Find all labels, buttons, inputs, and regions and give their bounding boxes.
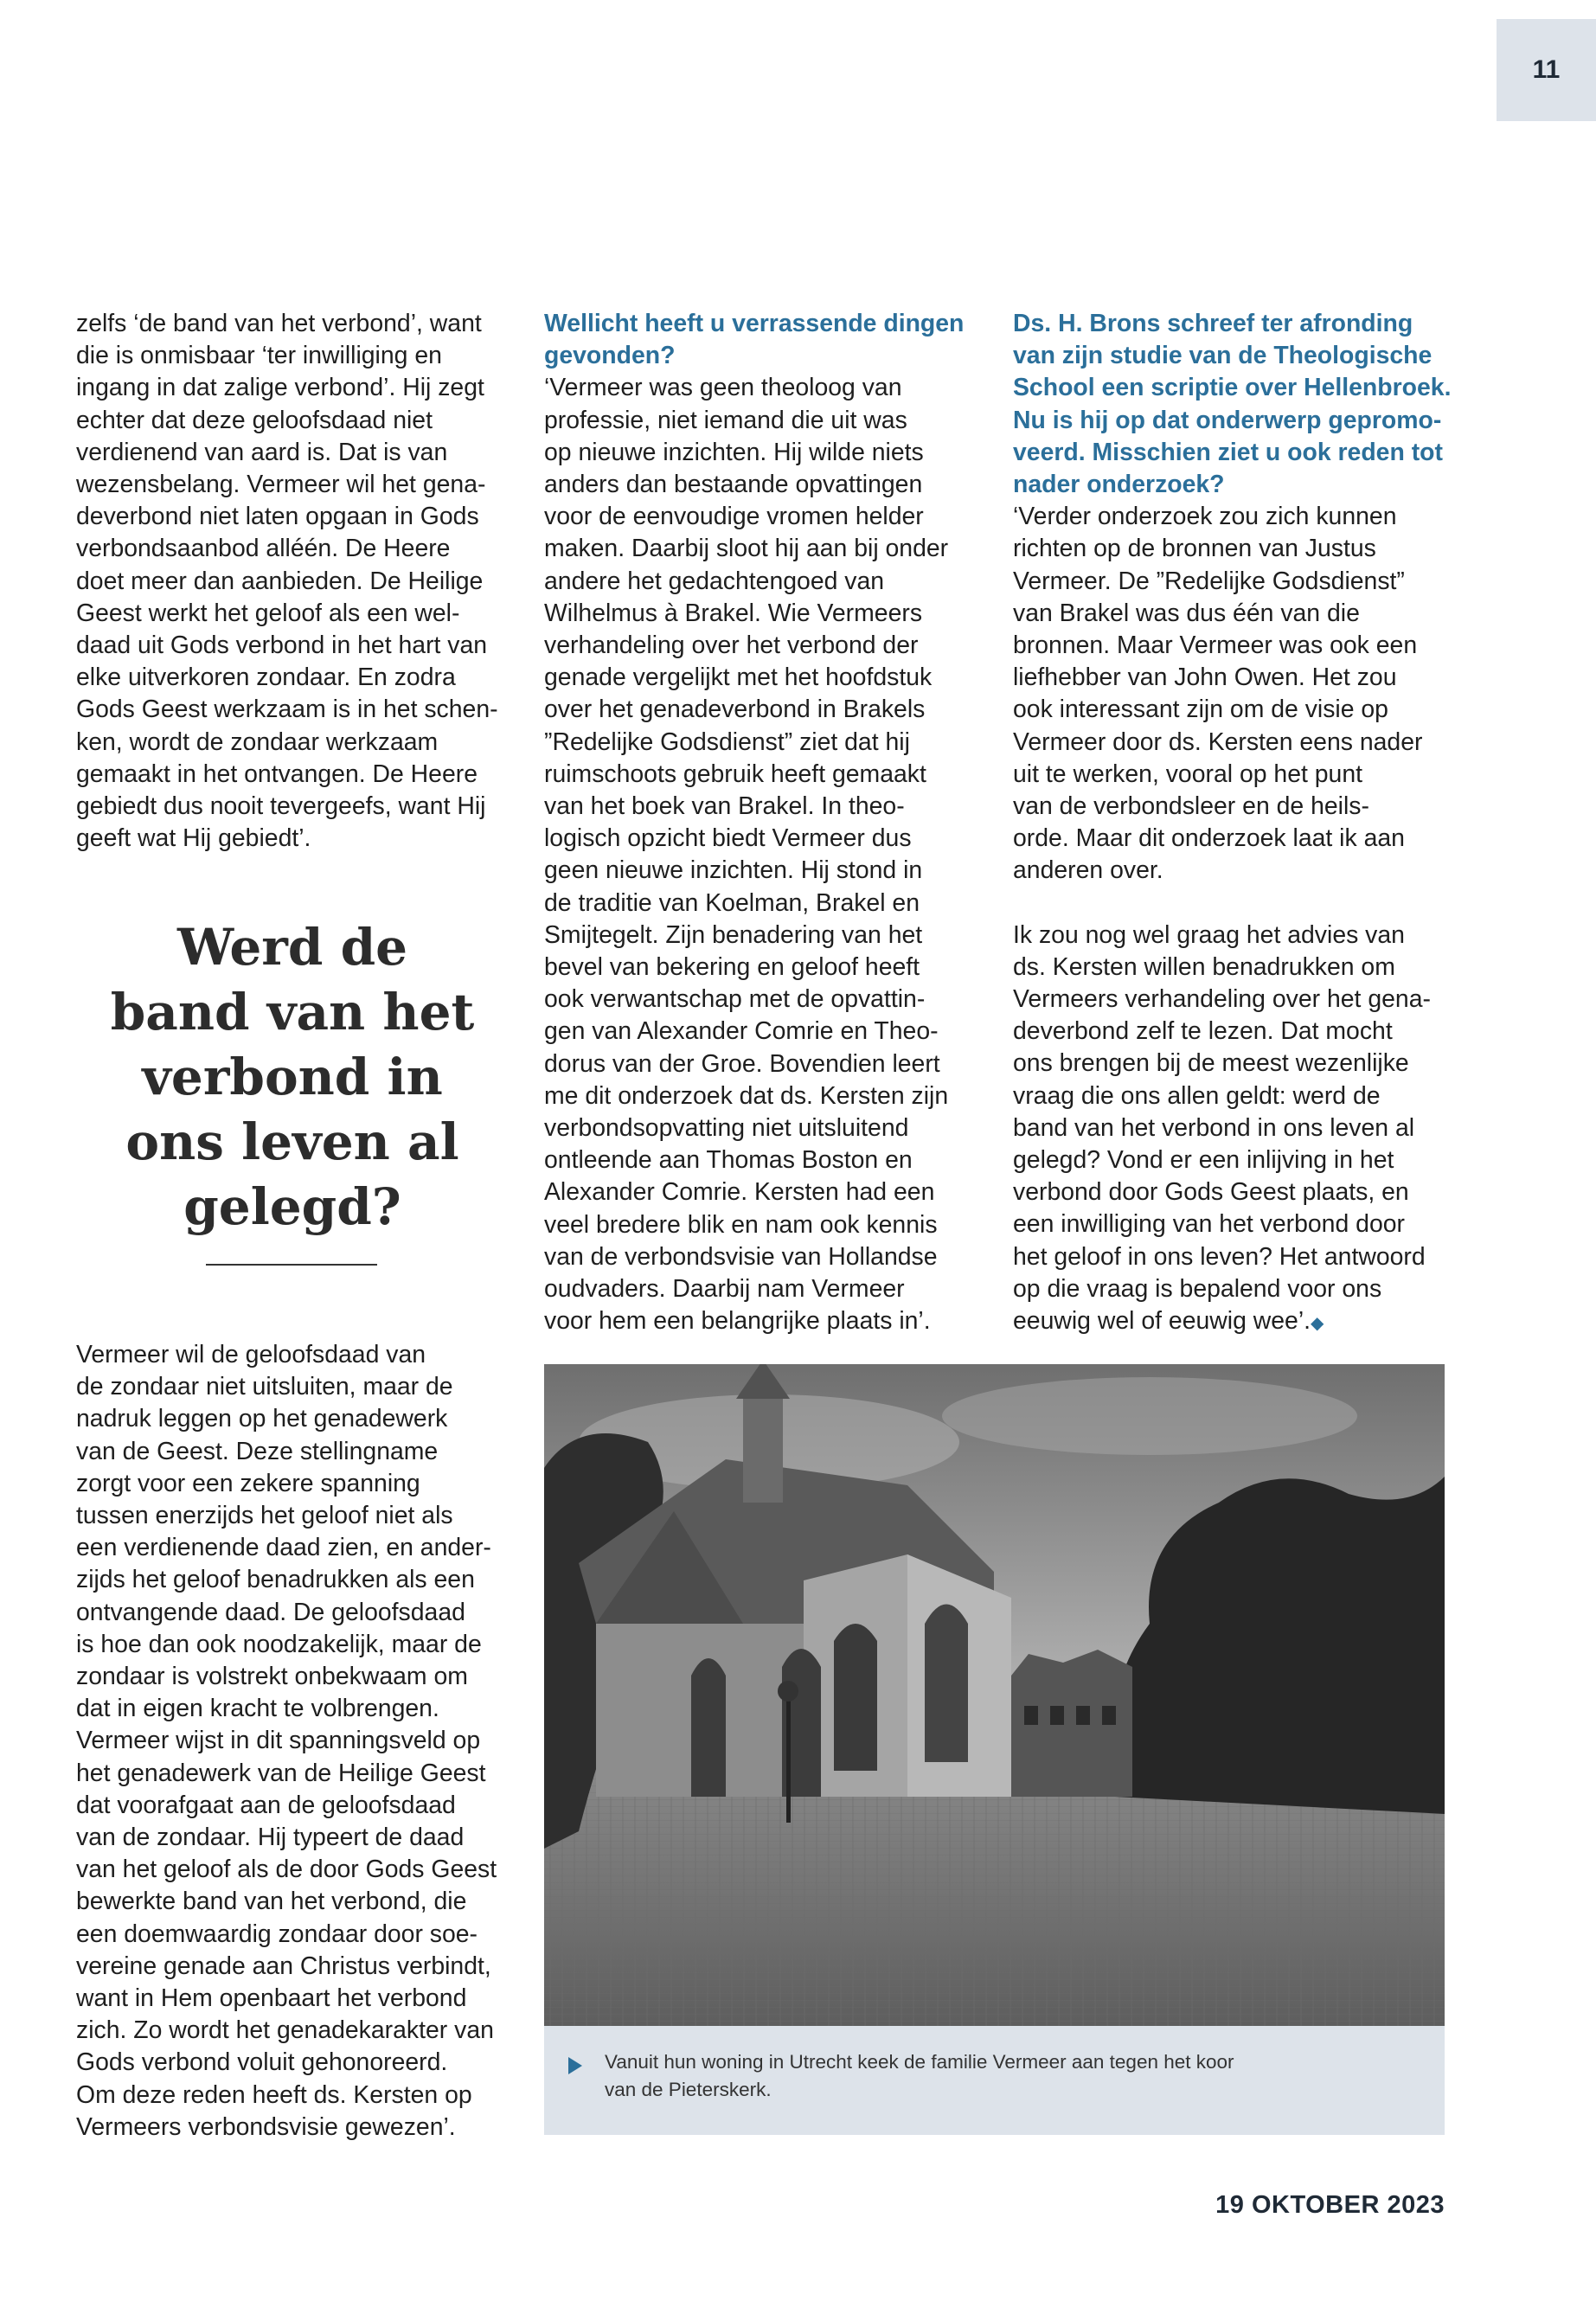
issue-date: 19 OKTOBER 2023: [1215, 2191, 1445, 2219]
interview-answer: ‘Vermeer was geen theoloog van professie, niet iemand die uit was op nieuwe inzichten. Hij wilde niets anders dan bestaande opvattingen voor de eenvoudige vromen helder maken. Daarbij sloot hij aan bij onder andere het gedachtengoed van Wilhelmus à Brakel. Wie Vermeers verhandeling over het verbond der genade vergelijkt met het hoofdstuk over het genadeverbond in Brakels ”Redelijke Godsdienst” ziet dat hij ruimschoots gebruik heeft gemaakt van het boek van Brakel. In theo- logisch opzicht biedt Vermeer dus geen nieuwe inzichten. Hij stond in de traditie van Koelman, Brakel en Smijtegelt. Zijn benadering van het bevel van bekering en geloof heeft ook verwantschap met de opvattin- gen van Alexander Comrie en Theo- dorus van der Groe. Bovendien leert me dit onderzoek dat ds. Kersten zijn verbondsopvatting niet uitsluitend ontleende aan Thomas Boston en Alexander Comrie. Kersten had een veel bredere blik en nam ook kennis van de verbondsvisie van Hollandse oudvaders. Daarbij nam Vermeer voor hem een belangrijke plaats in’.: [544, 374, 949, 1336]
street-lamp: [786, 1693, 791, 1823]
photo-caption: [544, 2026, 1445, 2135]
tower: [743, 1399, 783, 1503]
gothic-window: [925, 1605, 968, 1763]
column-1-bottom: [76, 1339, 530, 2144]
caption-arrow-icon: [568, 2057, 582, 2074]
column-3: [1013, 308, 1471, 1340]
interview-question: Ds. H. Brons schreef ter afronding van zijn studie van de Theologische School een scriptie over Hellenbroek. Nu is hij op dat onderwerp gepromo- veerd. Misschien ziet u ook reden tot nader onderzoek?: [1013, 310, 1452, 499]
gothic-window: [691, 1658, 726, 1797]
gothic-window: [834, 1624, 877, 1771]
column-1-top: [76, 308, 530, 855]
pull-quote-divider: [206, 1264, 377, 1266]
interview-answer: ‘Verder onderzoek zou zich kunnen richten op de bronnen van Justus Vermeer. De ”Redelijke Godsdienst” van Brakel was dus één van die bronnen. Maar Vermeer was ook een liefhebber van John Owen. Het zou ook interessant zijn om de visie op Vermeer door ds. Kersten eens nader uit te werken, vooral op het punt van de verbondsleer en de heils- orde. Maar dit onderzoek laat ik aan anderen over.: [1013, 503, 1423, 885]
interview-answer-closing: Ik zou nog wel graag het advies van ds. Kersten willen benadrukken om Vermeers verhandeling over het gena- deverbond zelf te lezen. Dat mocht ons brengen bij de meest wezenlijke vraag die ons allen geldt: werd de band van het verbond in ons leven al gelegd? Vond er een inlijving in het verbond door Gods Geest plaats, en een inwilliging van het verbond door het geloof in ons leven? Het antwoord op die vraag is bepalend voor ons eeuwig wel of eeuwig wee’.◆: [1013, 920, 1431, 1336]
interview-question: Wellicht heeft u verrassende dingen gevonden?: [544, 310, 965, 370]
column-2: [544, 308, 998, 1338]
page-number-tab: [1497, 19, 1596, 121]
body-paragraph: zelfs ‘de band van het verbond’, want die is onmisbaar ‘ter inwilliging en ingang in dat zalige verbond’. Hij zegt echter dat deze geloofsdaad niet verdienend van aard is. Dat is van wezensbelang. Vermeer wil het gena- deverbond niet laten opgaan in Gods verbondsaanbod alléén. De Heere doet meer dan aanbieden. De Heilige Geest werkt het geloof als een wel- daad uit Gods verbond in het hart van elke uitverkoren zondaar. En zodra Gods Geest werkzaam is in het schen- ken, wordt de zondaar werkzaam gemaakt in het ontvangen. De Heere gebiedt dus nooit tevergeefs, want Hij geeft wat Hij gebiedt’.: [76, 310, 498, 853]
pull-quote: Werd de band van het verbond in ons leven al gelegd?: [110, 918, 475, 1236]
caption-text: Vanuit hun woning in Utrecht keek de familie Vermeer aan tegen het koor van de Pieterskerk.: [605, 2051, 1234, 2100]
end-diamond-icon: ◆: [1311, 1314, 1324, 1334]
church-photo: [544, 1364, 1445, 2026]
body-paragraph: Vermeer wil de geloofsdaad van de zondaar niet uitsluiten, maar de nadruk leggen op het genadewerk van de Geest. Deze stellingname zorgt voor een zekere spanning tussen enerzijds het geloof niet als een verdienende daad zien, en ander- zijds het geloof benadrukken als een ontvangende daad. De geloofsdaad is hoe dan ook noodzakelijk, maar de zondaar is volstrekt onbekwaam om dat in eigen kracht te volbrengen. Vermeer wijst in dit spanningsveld op het genadewerk van de Heilige Geest dat voorafgaat aan de geloofsdaad van de zondaar. Hij typeert de daad van het geloof als de door Gods Geest bewerkte band van het verbond, die een doemwaardig zondaar door soe- vereine genade aan Christus verbindt, want in Hem openbaart het verbond zich. Zo wordt het genadekarakter van Gods verbond voluit gehonoreerd. Om deze reden heeft ds. Kersten op Vermeers verbondsvisie gewezen’.: [76, 1341, 497, 2141]
page-number: 11: [1532, 55, 1561, 84]
